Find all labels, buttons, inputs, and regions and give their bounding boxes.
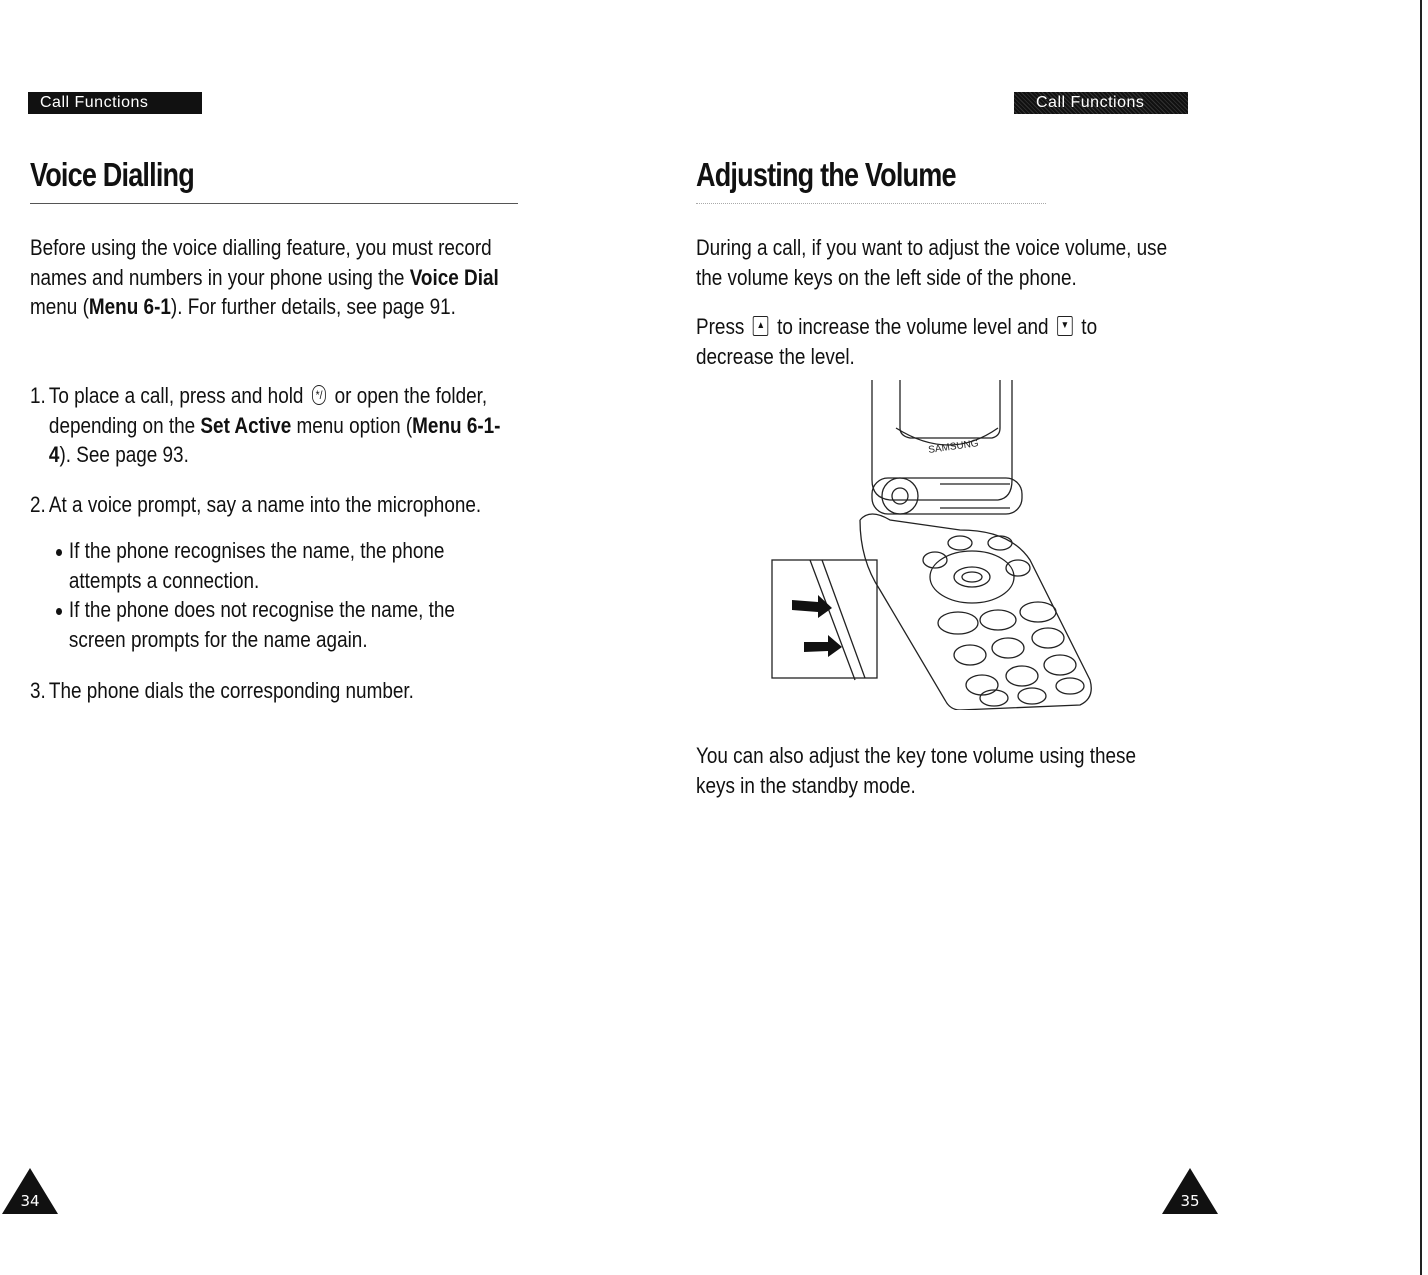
step-1-text-4: ). See page 93.	[59, 442, 189, 467]
bullet-item-2	[56, 595, 503, 654]
step-3-number: 3.	[30, 678, 46, 703]
para2-text-1: Press	[696, 314, 750, 339]
step-1-number: 1.	[30, 383, 46, 408]
intro-text-1: Before using the voice dialling feature, you must record names and numbers in your phone using the	[30, 235, 492, 290]
phone-brand-label: SAMSUNG	[927, 438, 980, 456]
right-section-tab	[1014, 92, 1188, 114]
right-page-number	[1160, 1166, 1220, 1216]
right-title-rule	[696, 203, 1046, 204]
right-page-number-text: 35	[1180, 1192, 1200, 1210]
voice-key-icon: */	[312, 385, 326, 405]
volume-up-key-icon: ▲	[753, 316, 768, 336]
step-1-bold-set-active: Set Active	[200, 412, 292, 438]
left-section-tab	[28, 92, 202, 114]
intro-text-2: menu (	[30, 294, 89, 319]
volume-keys-instruction	[696, 312, 1160, 371]
left-page-number-text: 34	[20, 1192, 40, 1210]
intro-bold-voice-dial: Voice Dial	[409, 264, 499, 290]
step-3-text: The phone dials the corresponding number.	[48, 678, 414, 703]
bullet-list	[56, 536, 503, 654]
voice-dial-intro	[30, 233, 520, 322]
step-1-bold-menu: Menu 6-1-4	[48, 412, 501, 467]
step-2-number: 2.	[30, 492, 46, 517]
left-title-rule	[30, 203, 518, 204]
step-2	[30, 490, 546, 520]
bullet-text-1: If the phone recognises the name, the phone attempts a connection.	[68, 538, 445, 593]
bullet-dot-icon	[56, 608, 62, 615]
step-1-text-3: menu option (	[291, 412, 413, 438]
para2-text-3: to decrease the level.	[696, 314, 1098, 369]
key-tone-note: You can also adjust the key tone volume using these keys in the standby mode.	[696, 743, 1137, 798]
page-edge-line	[1420, 0, 1422, 1275]
step-1-text-1: To place a call, press and hold	[48, 383, 309, 408]
step-1	[30, 381, 512, 470]
left-section-tab-label: Call Functions	[40, 94, 149, 111]
bullet-dot-icon	[56, 549, 62, 556]
right-page-title: Adjusting the Volume	[696, 156, 956, 193]
step-3	[30, 676, 512, 706]
bullet-text-2: If the phone does not recognise the name, the screen prompts for the name again.	[68, 597, 455, 652]
right-section-tab-label: Call Functions	[1036, 94, 1145, 111]
left-page-number	[0, 1166, 60, 1216]
volume-intro: During a call, if you want to adjust the voice volume, use the volume keys on the left side of the phone.	[696, 235, 1168, 290]
intro-bold-menu: Menu 6-1	[88, 294, 171, 319]
volume-down-key-icon: ▼	[1057, 316, 1072, 336]
phone-illustration	[760, 380, 1120, 710]
bullet-item-1	[56, 536, 503, 595]
step-2-text: At a voice prompt, say a name into the microphone.	[48, 492, 482, 517]
para2-text-2: to increase the volume level and	[771, 314, 1054, 339]
step-1-text-2: or open the folder, depending on the	[48, 383, 488, 438]
left-page-title: Voice Dialling	[30, 156, 194, 193]
intro-text-3: ). For further details, see page 91.	[170, 294, 456, 319]
